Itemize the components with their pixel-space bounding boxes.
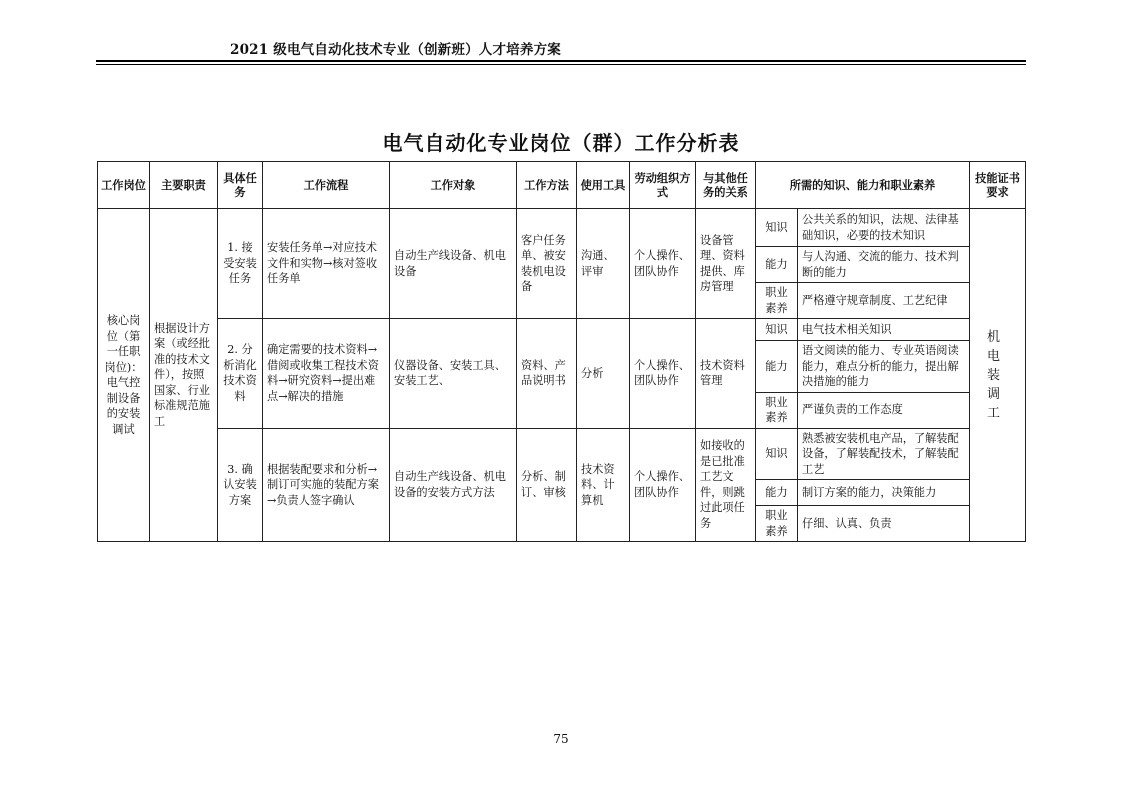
org-cell: 个人操作、团队协作 xyxy=(630,209,696,319)
job-analysis-table xyxy=(97,161,1026,542)
table-row xyxy=(98,209,1026,247)
flow-cell: 根据装配要求和分析→制订可实施的装配方案→负责人签字确认 xyxy=(263,428,390,542)
req-type-cell: 知识 xyxy=(756,319,798,341)
req-desc-cell: 严格遵守规章制度、工艺纪律 xyxy=(798,283,970,319)
req-desc-cell: 严谨负责的工作态度 xyxy=(798,392,970,428)
req-desc-cell: 语文阅读的能力、专业英语阅读能力，难点分析的能力，提出解决措施的能力 xyxy=(798,341,970,393)
col-header-duty: 主要职责 xyxy=(150,162,218,209)
relation-cell: 设备管理、资料提供、库房管理 xyxy=(696,209,756,319)
req-desc-cell: 制订方案的能力，决策能力 xyxy=(798,480,970,506)
page-number: 75 xyxy=(553,732,569,746)
org-cell: 个人操作、团队协作 xyxy=(630,428,696,542)
req-type-cell: 能力 xyxy=(756,480,798,506)
task-cell: 1. 接受安装任务 xyxy=(218,209,263,319)
req-desc-cell: 熟悉被安装机电产品，了解装配设备，了解装配技术，了解装配工艺 xyxy=(798,428,970,480)
header-rule-thin xyxy=(96,64,1026,65)
col-header-cert: 技能证书要求 xyxy=(970,162,1026,209)
col-header-post: 工作岗位 xyxy=(98,162,150,209)
col-header-flow: 工作流程 xyxy=(263,162,390,209)
document-header: 2021 级电气自动化技术专业（创新班）人才培养方案 xyxy=(230,42,561,58)
method-cell: 客户任务单、被安装机电设备 xyxy=(517,209,577,319)
org-cell: 个人操作、团队协作 xyxy=(630,319,696,429)
req-type-cell: 职业素养 xyxy=(756,283,798,319)
col-header-relation: 与其他任务的关系 xyxy=(696,162,756,209)
method-cell: 资料、产品说明书 xyxy=(517,319,577,429)
req-type-cell: 职业素养 xyxy=(756,506,798,542)
req-type-cell: 能力 xyxy=(756,341,798,393)
req-type-cell: 能力 xyxy=(756,247,798,283)
col-header-requirements: 所需的知识、能力和职业素养 xyxy=(756,162,970,209)
post-cell: 核心岗位（第一任职岗位)：电气控制设备的安装调试 xyxy=(98,209,150,542)
object-cell: 仪器设备、安装工具、安装工艺、 xyxy=(390,319,517,429)
table-row xyxy=(98,319,1026,341)
table-header-row xyxy=(98,162,1026,209)
req-type-cell: 知识 xyxy=(756,428,798,480)
col-header-method: 工作方法 xyxy=(517,162,577,209)
req-desc-cell: 电气技术相关知识 xyxy=(798,319,970,341)
tool-cell: 分析 xyxy=(577,319,630,429)
col-header-org: 劳动组织方式 xyxy=(630,162,696,209)
relation-cell: 技术资料管理 xyxy=(696,319,756,429)
task-cell: 2. 分析消化技术资料 xyxy=(218,319,263,429)
flow-cell: 确定需要的技术资料→借阅或收集工程技术资料→研究资料→提出难点→解决的措施 xyxy=(263,319,390,429)
req-desc-cell: 公共关系的知识，法规、法律基础知识，必要的技术知识 xyxy=(798,209,970,247)
col-header-task: 具体任务 xyxy=(218,162,263,209)
col-header-object: 工作对象 xyxy=(390,162,517,209)
req-type-cell: 知识 xyxy=(756,209,798,247)
req-desc-cell: 与人沟通、交流的能力、技术判断的能力 xyxy=(798,247,970,283)
relation-cell: 如接收的是已批准工艺文件，则跳过此项任务 xyxy=(696,428,756,542)
task-cell: 3. 确认安装方案 xyxy=(218,428,263,542)
table-row xyxy=(98,428,1026,480)
method-cell: 分析、制订、审核 xyxy=(517,428,577,542)
req-type-cell: 职业素养 xyxy=(756,392,798,428)
tool-cell: 技术资料、计算机 xyxy=(577,428,630,542)
object-cell: 自动生产线设备、机电设备 xyxy=(390,209,517,319)
flow-cell: 安装任务单→对应技术文件和实物→核对签收任务单 xyxy=(263,209,390,319)
skill-cert-cell: 机电装调工 xyxy=(970,209,1026,542)
table-title: 电气自动化专业岗位（群）工作分析表 xyxy=(382,131,740,155)
tool-cell: 沟通、评审 xyxy=(577,209,630,319)
req-desc-cell: 仔细、认真、负责 xyxy=(798,506,970,542)
col-header-tool: 使用工具 xyxy=(577,162,630,209)
duty-cell: 根据设计方案（或经批准的技术文件），按照国家、行业标准规范施工 xyxy=(150,209,218,542)
header-rule-thick xyxy=(96,60,1026,62)
object-cell: 自动生产线设备、机电设备的安装方式方法 xyxy=(390,428,517,542)
